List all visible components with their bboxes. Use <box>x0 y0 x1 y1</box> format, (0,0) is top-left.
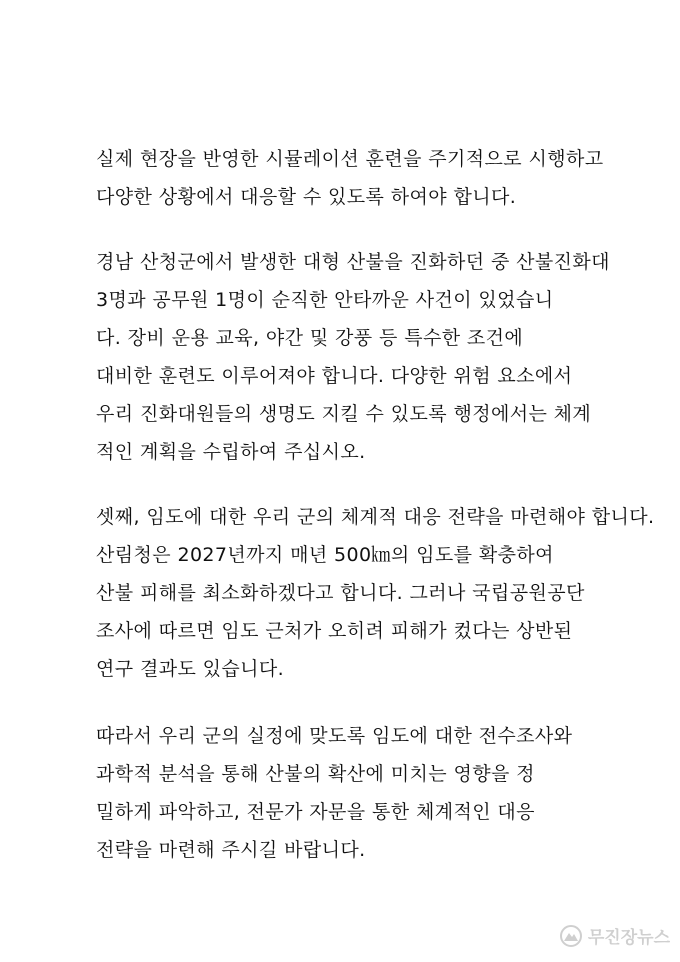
paragraph-simulation-training <box>96 140 604 216</box>
paragraph-line: 전략을 마련해 주시길 바랍니다. <box>96 839 366 861</box>
watermark-text: 무진장뉴스 <box>587 928 670 948</box>
paragraph-line: 대비한 훈련도 이루어져야 합니다. 다양한 위험 요소에서 <box>96 365 573 387</box>
paragraph-line: 적인 계획을 수립하여 주십시오. <box>96 441 366 463</box>
paragraph-line: 조사에 따르면 임도 근처가 오히려 피해가 컸다는 상반된 <box>96 620 573 642</box>
mountain-logo-icon <box>560 925 582 947</box>
paragraph-line: 과학적 분석을 통해 산불의 확산에 미치는 영향을 정 <box>96 763 535 785</box>
paragraph-line: 연구 결과도 있습니다. <box>96 658 285 680</box>
paragraph-line: 우리 진화대원들의 생명도 지킬 수 있도록 행정에서는 체계 <box>96 403 592 425</box>
paragraph-line: 다. 장비 운용 교육, 야간 및 강풍 등 특수한 조건에 <box>96 327 524 349</box>
paragraph-line: 실제 현장을 반영한 시뮬레이션 훈련을 주기적으로 시행하고 <box>96 148 604 170</box>
paragraph-line: 다양한 상황에서 대응할 수 있도록 하여야 합니다. <box>96 186 517 208</box>
paragraph-survey-request <box>96 717 596 869</box>
paragraph-line: 산림청은 2027년까지 매년 500㎞의 임도를 확충하여 <box>96 544 554 566</box>
paragraph-line: 따라서 우리 군의 실정에 맞도록 임도에 대한 전수조사와 <box>96 725 573 747</box>
paragraph-line: 밀하게 파악하고, 전문가 자문을 통한 체계적인 대응 <box>96 801 535 823</box>
paragraph-sancheong-fire <box>96 243 610 471</box>
paragraph-line: 셋째, 임도에 대한 우리 군의 체계적 대응 전략을 마련해야 합니다. <box>96 506 655 528</box>
paragraph-forest-road-strategy <box>96 498 655 688</box>
paragraph-line: 경남 산청군에서 발생한 대형 산불을 진화하던 중 산불진화대 <box>96 251 610 273</box>
paragraph-line: 산불 피해를 최소화하겠다고 합니다. 그러나 국립공원공단 <box>96 582 585 604</box>
paragraph-line: 3명과 공무원 1명이 순직한 안타까운 사건이 있었습니 <box>96 289 554 311</box>
news-watermark <box>560 923 670 948</box>
